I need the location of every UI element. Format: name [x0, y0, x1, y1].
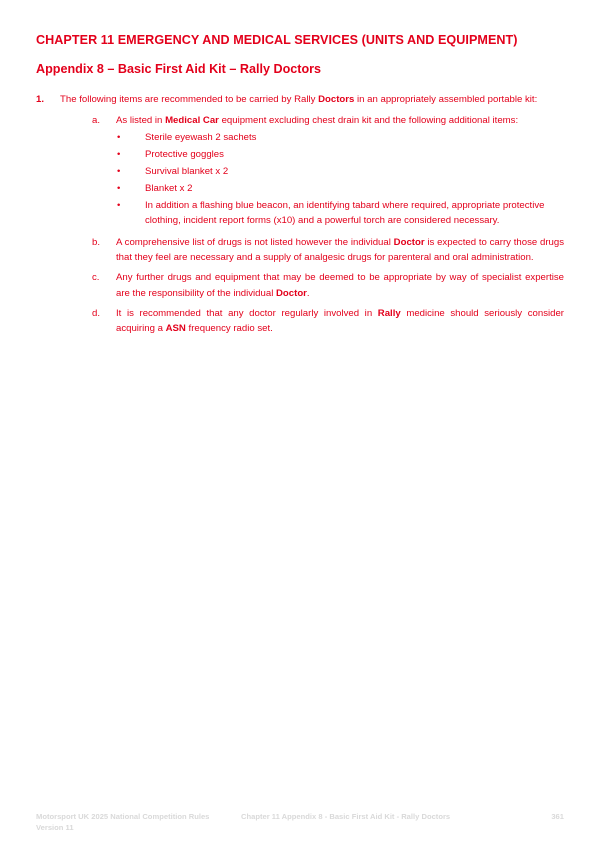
sub-item-list [92, 113, 564, 336]
list-item-text: Protective goggles [145, 149, 224, 161]
sub-item-b [92, 235, 564, 265]
sub-item-text: Any further drugs and equipment that may be deemed to be appropriate by way of specialist expertise are the responsibility of the individual Doctor. [116, 272, 564, 299]
sub-item-text: It is recommended that any doctor regularly involved in Rally medicine should seriously consider acquiring a ASN frequency radio set. [116, 307, 564, 335]
list-item-text: Blanket x 2 [145, 183, 193, 195]
bold-term: ASN [165, 323, 186, 335]
footer-publication [36, 811, 209, 833]
sub-item-a [92, 113, 564, 230]
bold-term: Doctor [276, 287, 307, 299]
sub-item-c [92, 270, 564, 300]
bullet-list [116, 130, 564, 228]
bold-term: Medical Car [165, 115, 219, 127]
bullet-icon: • [117, 199, 121, 211]
bullet-icon: • [117, 149, 121, 161]
paragraph-1 [36, 92, 564, 107]
chapter-title: CHAPTER 11 EMERGENCY AND MEDICAL SERVICES (UNITS AND EQUIPMENT) [36, 33, 518, 47]
document-body [36, 92, 564, 341]
footer-rulebook-title: Motorsport UK 2025 National Competition Rules [36, 812, 210, 821]
sub-item-text: A comprehensive list of drugs is not listed however the individual Doctor is expected to carry those drugs that they feel are necessary and a supply of analgesic drugs for parenteral and oral administration. [116, 237, 564, 264]
bold-term: Doctor [393, 237, 425, 249]
footer-version: Version 11 [36, 823, 74, 832]
list-item [116, 181, 564, 196]
sub-item-text: As listed in Medical Car equipment excluding chest drain kit and the following additional items: • Sterile eyewash 2 sachets • Protective goggles • Survival blanket x 2 • Blanket x 2 • In addition a flashing blue beacon, an identifying tabard where required, appropriate protective clothing, incident report forms (x10) and a powerful torch are considered necessary. [116, 113, 564, 230]
paragraph-number: 1. [36, 94, 45, 105]
list-item [116, 198, 564, 228]
paragraph-text: The following items are recommended to be carried by Rally Doctors in an appropriately assembled portable kit: [60, 94, 538, 105]
list-item-text: In addition a flashing blue beacon, an identifying tabard where required, appropriate protective clothing, incident report forms (x10) and a powerful torch are considered necessary. [145, 199, 545, 227]
list-item [116, 164, 564, 179]
bold-term: Rally [377, 307, 401, 319]
page-number: 361 [551, 812, 564, 821]
list-item-text: Sterile eyewash 2 sachets [145, 132, 257, 144]
bullet-icon: • [117, 132, 121, 144]
sub-item-letter: b. [92, 237, 101, 249]
bullet-icon: • [117, 183, 121, 195]
footer-section-title: Chapter 11 Appendix 8 - Basic First Aid Kit - Rally Doctors [241, 812, 451, 821]
sub-item-letter: c. [92, 272, 100, 284]
list-item [116, 130, 564, 145]
bullet-icon: • [117, 166, 121, 178]
bold-term: Doctors [318, 94, 355, 105]
list-item [116, 147, 564, 162]
sub-item-letter: d. [92, 307, 101, 319]
sub-item-letter: a. [92, 115, 101, 127]
appendix-title: Appendix 8 – Basic First Aid Kit – Rally Doctors [36, 62, 322, 76]
sub-item-d [92, 306, 564, 336]
list-item-text: Survival blanket x 2 [145, 166, 229, 178]
